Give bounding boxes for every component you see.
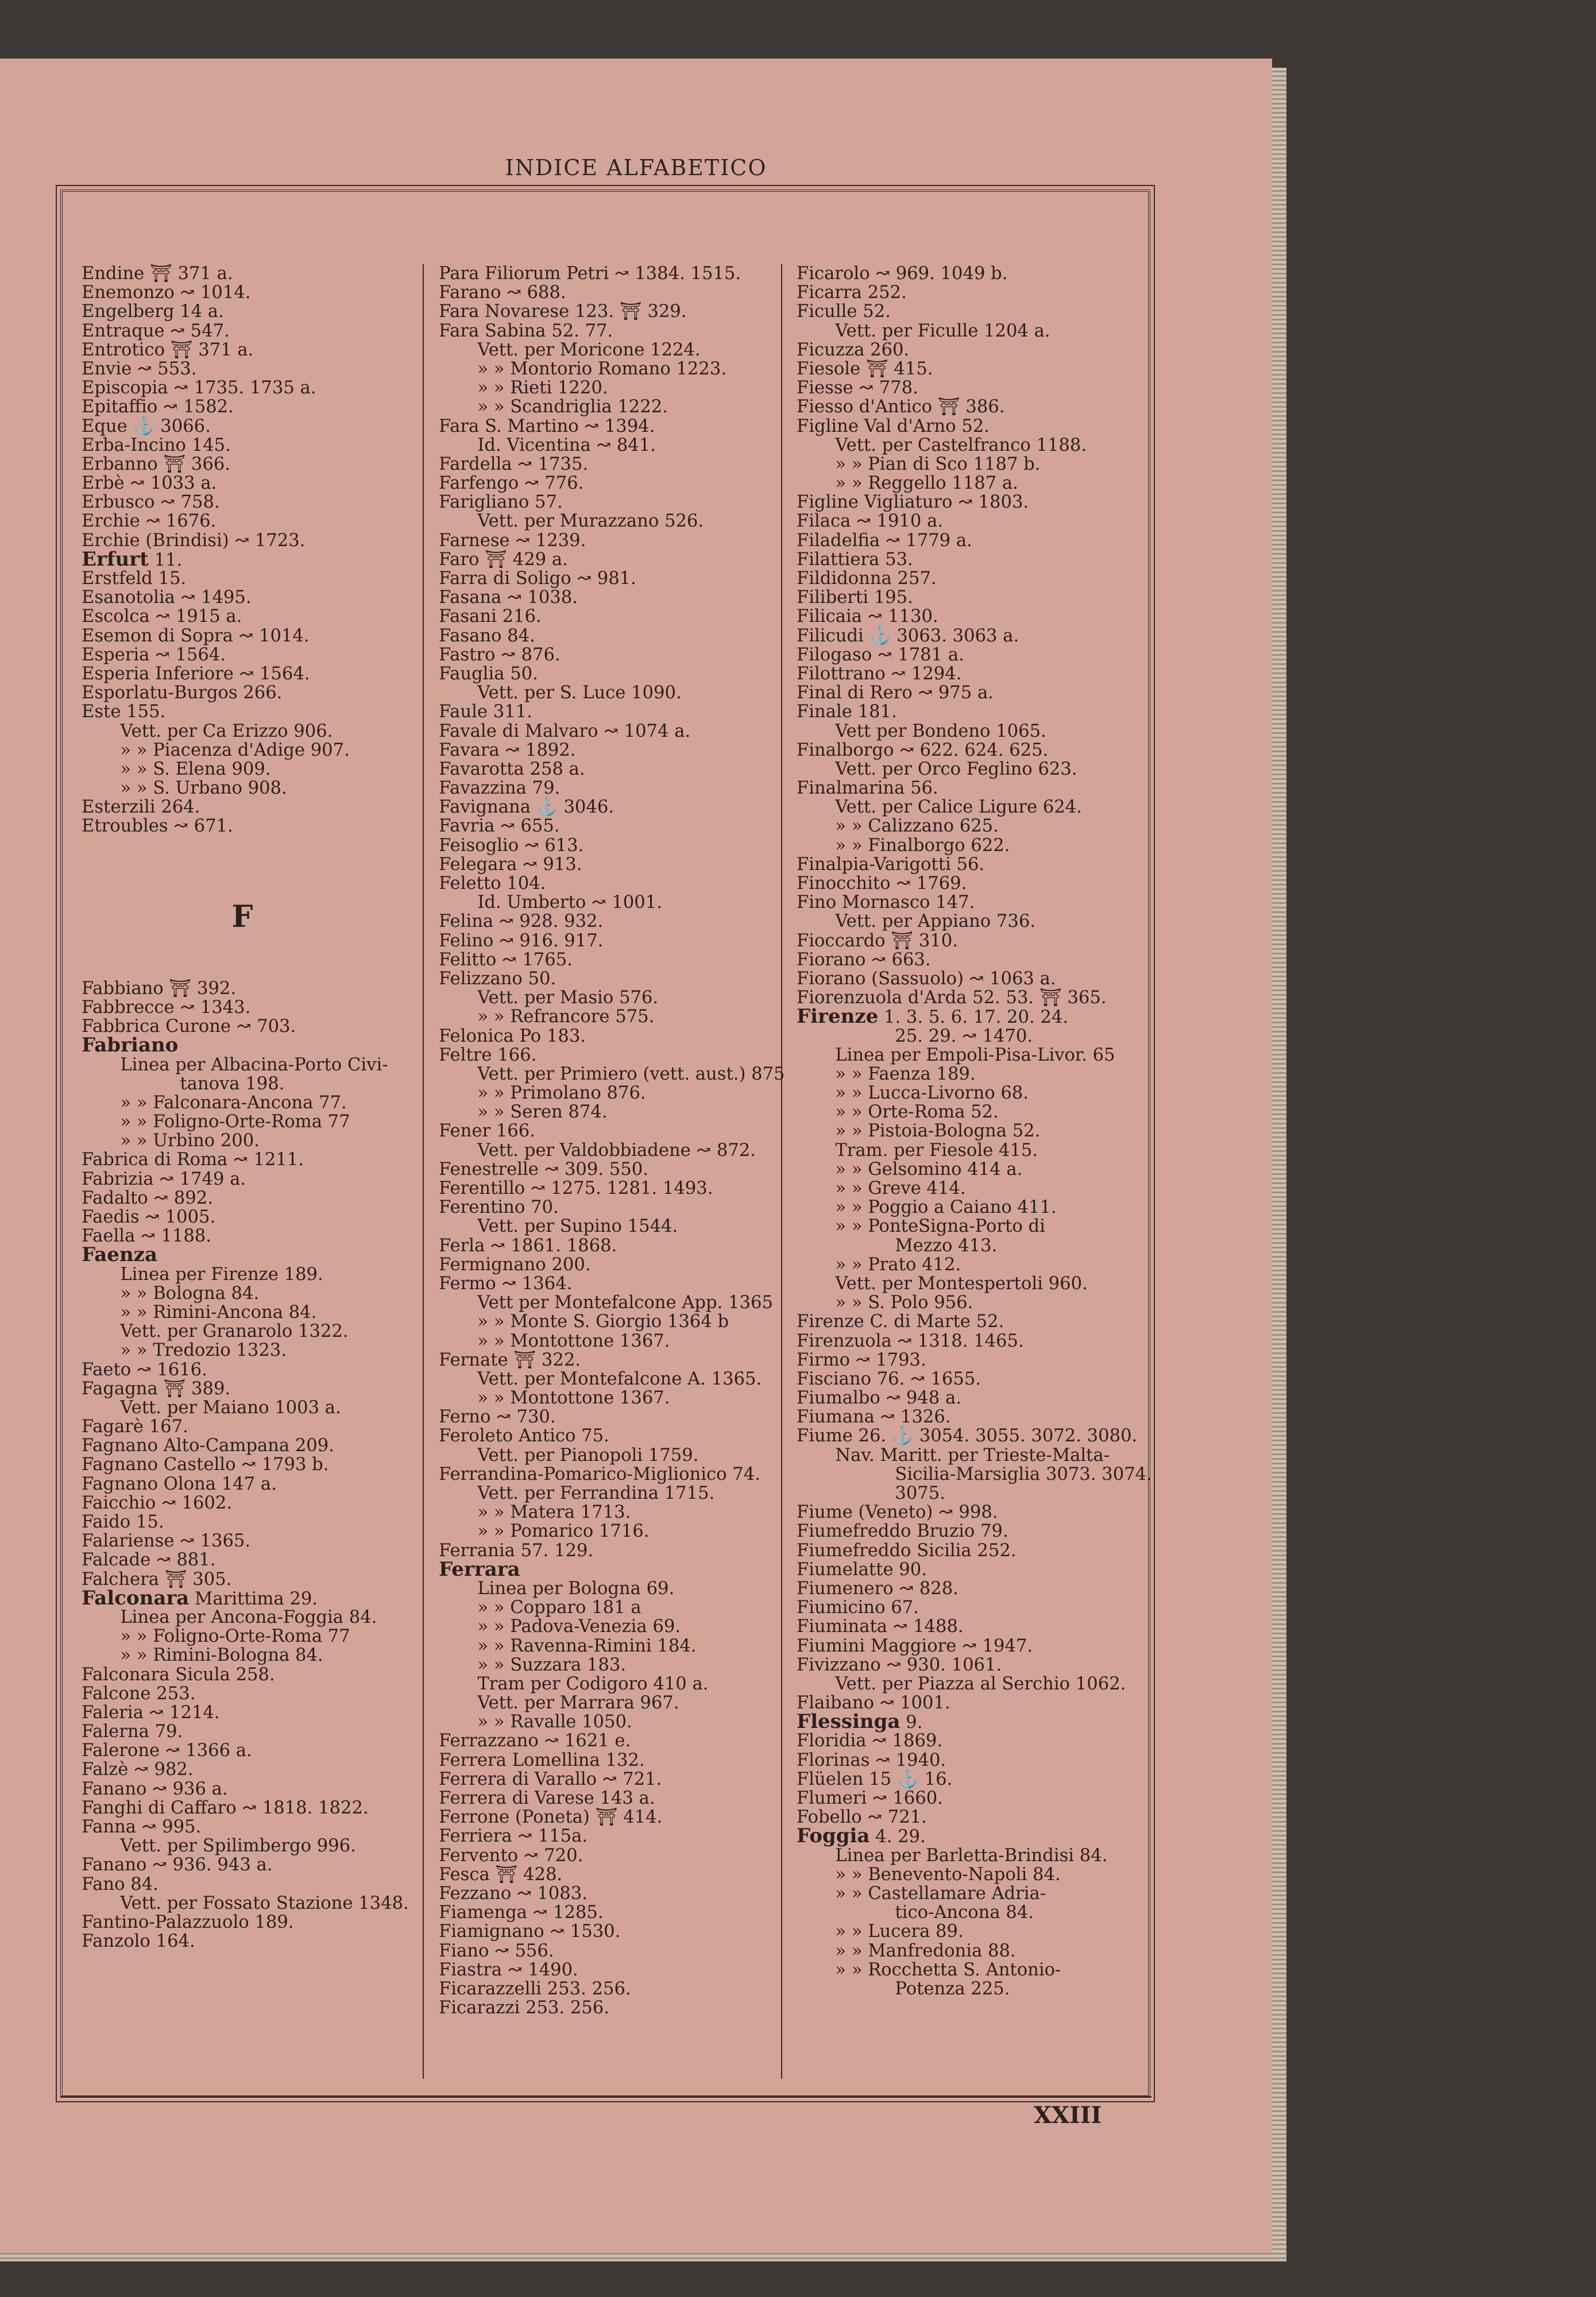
index-entry: Filicudi ⚓ 3063. 3063 a. <box>797 625 1019 646</box>
index-entry: » » Foligno-Orte-Roma 77 <box>120 1626 350 1647</box>
index-entry: Fiumelatte 90. <box>797 1559 927 1580</box>
index-entry: » » Padova-Venezia 69. <box>477 1617 681 1637</box>
index-entry: » » Prato 412. <box>835 1254 961 1275</box>
index-entry: Fino Mornasco 147. <box>797 892 975 913</box>
index-entry: Engelberg 14 a. <box>82 301 224 322</box>
index-entry: Ferentino 70. <box>439 1197 559 1218</box>
index-entry: Filicaia ↝ 1130. <box>797 606 938 627</box>
index-entry: » » Suzzara 183. <box>477 1654 627 1675</box>
index-entry: » » Montottone 1367. <box>477 1388 670 1409</box>
index-entry: Filiberti 195. <box>797 587 913 608</box>
index-entry: Vett. per Castelfranco 1188. <box>835 435 1087 455</box>
index-entry: Ficarolo ↝ 969. 1049 b. <box>797 264 1008 284</box>
index-entry: Fenestrelle ↝ 309. 550. <box>439 1159 648 1180</box>
index-entry: Ficarra 252. <box>797 283 907 303</box>
index-entry: Linea per Barletta-Brindisi 84. <box>835 1845 1108 1866</box>
index-entry: Fagarè 167. <box>82 1417 188 1437</box>
index-entry: » » Copparo 181 a <box>477 1598 642 1618</box>
index-entry: Vett. per Supino 1544. <box>477 1216 678 1237</box>
index-entry: Flaibano ↝ 1001. <box>797 1693 950 1714</box>
index-entry: Esperia Inferiore ↝ 1564. <box>82 663 310 684</box>
index-entry: Fesca ⛩ 428. <box>439 1864 563 1885</box>
index-entry: » » Benevento-Napoli 84. <box>835 1864 1061 1885</box>
index-entry: Envie ↝ 553. <box>82 358 197 379</box>
index-entry: Fiorano (Sassuolo) ↝ 1063 a. <box>797 968 1056 989</box>
index-entry: Fervento ↝ 720. <box>439 1845 583 1866</box>
index-entry: Mezzo 413. <box>895 1235 998 1256</box>
index-entry: Finale 181. <box>797 702 897 722</box>
index-entry: Vett. per Montefalcone A. 1365. <box>477 1368 762 1389</box>
index-entry: Felina ↝ 928. 932. <box>439 911 604 932</box>
index-entry: Fagagna ⛩ 389. <box>82 1378 231 1399</box>
index-entry: Vett. per Ca Erizzo 906. <box>120 721 333 741</box>
index-entry: Falchera ⛩ 305. <box>82 1569 232 1590</box>
index-entry: Fagnano Castello ↝ 1793 b. <box>82 1455 329 1475</box>
index-entry: » » Pian di Sco 1187 b. <box>835 454 1041 474</box>
index-entry: Fiastra ↝ 1490. <box>439 1959 578 1980</box>
index-column-3 <box>797 264 1152 1998</box>
index-entry: » » Refrancore 575. <box>477 1007 655 1027</box>
index-entry: » » Montottone 1367. <box>477 1331 670 1351</box>
index-entry: Vett. per Valdobbiadene ↝ 872. <box>477 1140 756 1161</box>
index-entry: » » Castellamare Adria- <box>835 1883 1046 1904</box>
index-entry: Fanzolo 164. <box>82 1931 195 1952</box>
index-entry: Flüelen 15 ⚓ 16. <box>797 1769 953 1789</box>
index-entry: Erstfeld 15. <box>82 569 187 589</box>
index-entry: Fiumefreddo Bruzio 79. <box>797 1521 1008 1542</box>
index-entry: » » Falconara-Ancona 77. <box>120 1092 347 1113</box>
index-entry: » » Reggello 1187 a. <box>835 473 1018 494</box>
index-entry: Farigliano 57. <box>439 492 563 513</box>
index-entry: Firenze 1. 3. 5. 6. 17. 20. 24. <box>797 1005 1069 1028</box>
index-entry: Vett. per Spilimbergo 996. <box>120 1836 356 1857</box>
index-column-2 <box>439 264 785 2017</box>
index-entry: Vett. per Marrara 967. <box>477 1693 679 1714</box>
index-entry: Fiesse ↝ 778. <box>797 378 918 399</box>
index-entry: Fabriano <box>82 1034 179 1057</box>
index-entry: Ficuzza 260. <box>797 339 910 360</box>
index-entry: » » Urbino 200. <box>120 1131 260 1151</box>
index-entry: Figline Val d'Arno 52. <box>797 416 990 436</box>
index-entry: Fagnano Olona 147 a. <box>82 1474 277 1494</box>
index-entry: Faella ↝ 1188. <box>82 1226 211 1247</box>
index-entry <box>82 836 409 855</box>
index-entry: Vett. per Primiero (vett. aust.) 875 <box>477 1064 785 1084</box>
index-entry: Erchie (Brindisi) ↝ 1723. <box>82 530 306 551</box>
index-entry: Felitto ↝ 1765. <box>439 949 573 970</box>
index-entry: Floridia ↝ 1869. <box>797 1731 943 1751</box>
index-entry: » » Piacenza d'Adige 907. <box>120 740 350 760</box>
index-entry: Faenza <box>82 1243 157 1267</box>
index-entry: Vett. per Moricone 1224. <box>477 339 701 360</box>
index-entry: Ficarazzi 253. 256. <box>439 1998 609 2018</box>
index-entry: Erfurt 11. <box>82 547 183 571</box>
index-entry: Ficarazzelli 253. 256. <box>439 1978 631 1999</box>
index-entry: Falerone ↝ 1366 a. <box>82 1741 252 1761</box>
index-entry: Faule 311. <box>439 702 532 722</box>
index-entry: Ferentillo ↝ 1275. 1281. 1493. <box>439 1178 713 1198</box>
index-entry: Ferla ↝ 1861. 1868. <box>439 1235 617 1256</box>
index-entry: Figline Vigliaturo ↝ 1803. <box>797 492 1029 513</box>
index-entry: Esporlatu-Burgos 266. <box>82 683 283 703</box>
index-entry: Falariense ↝ 1365. <box>82 1531 251 1552</box>
index-entry: Ferrera di Varese 143 a. <box>439 1788 655 1808</box>
index-entry: Vett. per Calice Ligure 624. <box>835 797 1082 818</box>
index-entry: » » Ravenna-Rimini 184. <box>477 1635 697 1656</box>
index-entry: Esemon di Sopra ↝ 1014. <box>82 625 310 646</box>
index-entry: Erbè ↝ 1033 a. <box>82 473 217 494</box>
index-entry: Fabrizia ↝ 1749 a. <box>82 1169 246 1189</box>
index-entry: Felizzano 50. <box>439 968 557 989</box>
index-entry: Finalpia-Varigotti 56. <box>797 854 985 875</box>
index-entry: Id. Umberto ↝ 1001. <box>477 892 662 913</box>
index-entry: Fasano 84. <box>439 625 535 646</box>
index-entry: Feletto 104. <box>439 873 546 894</box>
index-entry: » » Scandriglia 1222. <box>477 397 668 417</box>
index-entry: Fiamignano ↝ 1530. <box>439 1921 621 1942</box>
index-entry: Filottrano ↝ 1294. <box>797 663 962 684</box>
index-entry: Esperia ↝ 1564. <box>82 644 226 665</box>
index-entry: Vett. per S. Luce 1090. <box>477 683 682 703</box>
index-entry: » » Poggio a Caiano 411. <box>835 1197 1057 1218</box>
index-entry: » » Gelsomino 414 a. <box>835 1159 1023 1180</box>
index-entry: Fobello ↝ 721. <box>797 1807 927 1828</box>
index-entry: Vett. per Appiano 736. <box>835 911 1036 932</box>
index-entry: Vett. per Maiano 1003 a. <box>120 1397 341 1418</box>
index-entry: Fanghi di Caffaro ↝ 1818. 1822. <box>82 1797 369 1818</box>
index-entry: Fantino-Palazzuolo 189. <box>82 1912 294 1932</box>
index-entry: Faeto ↝ 1616. <box>82 1359 207 1380</box>
index-entry: Favria ↝ 655. <box>439 816 560 837</box>
section-letter: F <box>231 899 253 935</box>
index-entry: Faedis ↝ 1005. <box>82 1207 216 1228</box>
index-entry: Fiumenero ↝ 828. <box>797 1578 959 1599</box>
index-entry: Filattiera 53. <box>797 549 913 570</box>
index-entry: Feisoglio ↝ 613. <box>439 835 584 856</box>
index-entry: » » S. Elena 909. <box>120 759 271 779</box>
index-entry: Este 155. <box>82 702 166 722</box>
index-entry: Vett. per Pianopoli 1759. <box>477 1445 699 1465</box>
index-entry: Erbanno ⛩ 366. <box>82 454 231 474</box>
index-entry: Fiano ↝ 556. <box>439 1940 554 1961</box>
index-entry: » » Faenza 189. <box>835 1064 976 1084</box>
index-entry: » » Finalborgo 622. <box>835 835 1010 856</box>
index-entry: Sicilia-Marsiglia 3073. 3074. <box>895 1464 1152 1484</box>
index-entry: Falconara Sicula 258. <box>82 1664 275 1685</box>
index-entry: Fabbrecce ↝ 1343. <box>82 997 251 1018</box>
index-entry: Favale di Malvaro ↝ 1074 a. <box>439 721 691 741</box>
index-entry: Faido 15. <box>82 1512 164 1533</box>
index-entry: » » Rocchetta S. Antonio- <box>835 1959 1061 1980</box>
index-entry: Nav. Maritt. per Trieste-Malta- <box>835 1445 1110 1465</box>
index-entry: » » S. Polo 956. <box>835 1293 973 1313</box>
index-entry: Potenza 225. <box>895 1978 1010 1999</box>
index-entry: Esterzili 264. <box>82 797 200 818</box>
index-entry: Faleria ↝ 1214. <box>82 1702 220 1723</box>
index-entry: Fanano ↝ 936 a. <box>82 1778 228 1799</box>
index-entry: Fioccardo ⛩ 310. <box>797 930 958 951</box>
index-entry: Fernate ⛩ 322. <box>439 1349 581 1370</box>
index-entry <box>82 855 409 874</box>
index-entry: » » S. Urbano 908. <box>120 778 287 799</box>
index-entry: Fiorano ↝ 663. <box>797 949 931 970</box>
index-entry: Fiamenga ↝ 1285. <box>439 1902 604 1923</box>
index-entry: Erba-Incino 145. <box>82 435 231 455</box>
index-entry: Episcopia ↝ 1735. 1735 a. <box>82 378 316 399</box>
index-entry: Fasani 216. <box>439 606 542 627</box>
index-entry: Ferrone (Poneta) ⛩ 414. <box>439 1807 663 1828</box>
index-entry: Fener 166. <box>439 1121 535 1142</box>
index-entry: Felonica Po 183. <box>439 1026 586 1046</box>
index-entry: Linea per Empoli-Pisa-Livor. 65 <box>835 1045 1115 1065</box>
index-entry: Vett per Bondeno 1065. <box>835 721 1046 741</box>
index-entry: Fiumicino 67. <box>797 1598 919 1618</box>
index-entry: Vett. per Ficulle 1204 a. <box>835 320 1050 341</box>
index-entry: Fiumefreddo Sicilia 252. <box>797 1540 1017 1561</box>
column-divider <box>423 264 424 2079</box>
index-entry: Ferrera di Varallo ↝ 721. <box>439 1769 662 1789</box>
index-entry: » » Pomarico 1716. <box>477 1521 650 1542</box>
index-entry: » » Rimini-Ancona 84. <box>120 1302 317 1322</box>
index-entry: Fabbiano ⛩ 392. <box>82 978 237 999</box>
index-entry: Fermo ↝ 1364. <box>439 1273 573 1294</box>
index-entry: Finocchito ↝ 1769. <box>797 873 967 894</box>
index-entry: Id. Vicentina ↝ 841. <box>477 435 656 455</box>
index-entry: Filogaso ↝ 1781 a. <box>797 644 964 665</box>
index-entry: Linea per Bologna 69. <box>477 1578 675 1599</box>
index-entry: » » Pistoia-Bologna 52. <box>835 1121 1041 1142</box>
index-entry: Feroleto Antico 75. <box>439 1426 609 1447</box>
index-entry: Fadalto ↝ 892. <box>82 1188 213 1208</box>
index-entry: Fastro ↝ 876. <box>439 644 561 665</box>
index-entry: Fauglia 50. <box>439 663 538 684</box>
index-entry: Firenzuola ↝ 1318. 1465. <box>797 1331 1024 1351</box>
index-entry: Fara S. Martino ↝ 1394. <box>439 416 655 436</box>
index-entry: Vett. per Piazza al Serchio 1062. <box>835 1673 1126 1694</box>
index-entry: Linea per Firenze 189. <box>120 1264 323 1285</box>
index-entry <box>82 960 409 979</box>
index-entry <box>82 874 409 893</box>
bottom-rule <box>60 2096 1151 2098</box>
index-entry: Fabbrica Curone ↝ 703. <box>82 1016 296 1037</box>
index-entry: Feltre 166. <box>439 1045 537 1065</box>
index-entry: » » Calizzano 625. <box>835 816 999 837</box>
index-entry: Ferrara <box>439 1557 520 1581</box>
index-entry: Fiuminata ↝ 1488. <box>797 1617 964 1637</box>
index-entry: 25. 29. ↝ 1470. <box>895 1026 1033 1046</box>
index-entry: Favara ↝ 1892. <box>439 740 576 760</box>
index-entry: Faicchio ↝ 1602. <box>82 1492 233 1513</box>
index-entry: Fiumalbo ↝ 948 a. <box>797 1388 961 1409</box>
index-entry: Farano ↝ 688. <box>439 283 566 303</box>
index-entry: » » Montorio Romano 1223. <box>477 358 727 379</box>
index-entry: Flessinga 9. <box>797 1710 923 1734</box>
index-entry: Entrotico ⛩ 371 a. <box>82 339 254 360</box>
index-entry: Fabrica di Roma ↝ 1211. <box>82 1150 304 1170</box>
index-entry: Farra di Soligo ↝ 981. <box>439 569 636 589</box>
index-entry: Fagnano Alto-Campana 209. <box>82 1436 334 1456</box>
index-entry: Erbusco ↝ 758. <box>82 492 220 513</box>
index-entry <box>82 941 409 960</box>
index-entry: » » Tredozio 1323. <box>120 1340 287 1361</box>
index-entry: Falconara Marittima 29. <box>82 1586 318 1610</box>
index-entry: Final di Rero ↝ 975 a. <box>797 683 994 703</box>
index-entry: Ferrera Lomellina 132. <box>439 1750 645 1770</box>
index-entry: Falcade ↝ 881. <box>82 1550 216 1571</box>
index-entry: Fiumini Maggiore ↝ 1947. <box>797 1635 1033 1656</box>
index-entry: Vett. per Masio 576. <box>477 988 659 1008</box>
index-entry: Farnese ↝ 1239. <box>439 530 586 551</box>
index-entry: Vett. per Fossato Stazione 1348. <box>120 1893 409 1913</box>
index-entry: Linea per Albacina-Porto Civi- <box>120 1054 388 1075</box>
index-entry: Florinas ↝ 1940. <box>797 1750 946 1770</box>
index-entry: » » Manfredonia 88. <box>835 1940 1016 1961</box>
index-entry: Epitaffio ↝ 1582. <box>82 397 234 417</box>
index-entry: Filaca ↝ 1910 a. <box>797 511 944 532</box>
index-entry: Faro ⛩ 429 a. <box>439 549 568 570</box>
index-entry: Fara Novarese 123. ⛩ 329. <box>439 301 687 322</box>
index-entry: » » Foligno-Orte-Roma 77 <box>120 1112 350 1132</box>
index-entry: Escolca ↝ 1915 a. <box>82 606 242 627</box>
index-entry: Ferrazzano ↝ 1621 e. <box>439 1731 631 1751</box>
index-entry: Felino ↝ 916. 917. <box>439 930 604 951</box>
index-entry: Entraque ↝ 547. <box>82 320 230 341</box>
index-entry: Fasana ↝ 1038. <box>439 587 578 608</box>
index-entry: Farfengo ↝ 776. <box>439 473 584 494</box>
index-entry: Fiesole ⛩ 415. <box>797 358 933 379</box>
index-entry: Falzè ↝ 982. <box>82 1760 194 1780</box>
index-entry: Fezzano ↝ 1083. <box>439 1883 588 1904</box>
index-entry: Filadelfia ↝ 1779 a. <box>797 530 972 551</box>
index-entry: Linea per Ancona-Foggia 84. <box>120 1607 377 1627</box>
index-entry: Flumeri ↝ 1660. <box>797 1788 943 1808</box>
index-entry: Eque ⚓ 3066. <box>82 416 211 436</box>
index-column-1 <box>82 264 409 1951</box>
index-entry: tico-Ancona 84. <box>895 1902 1034 1923</box>
index-entry: Firmo ↝ 1793. <box>797 1349 926 1370</box>
index-entry: Favazzina 79. <box>439 778 561 799</box>
index-entry: Finalborgo ↝ 622. 624. 625. <box>797 740 1049 760</box>
index-entry: Fildidonna 257. <box>797 569 937 589</box>
index-entry: Vett. per Orco Feglino 623. <box>835 759 1077 779</box>
page-title: INDICE ALFABETICO <box>505 155 767 180</box>
index-entry: » » Greve 414. <box>835 1178 966 1198</box>
index-entry: Erchie ↝ 1676. <box>82 511 217 532</box>
index-entry: Fano 84. <box>82 1874 159 1894</box>
index-entry: Ferriera ↝ 115a. <box>439 1826 588 1847</box>
index-entry: Vett per Montefalcone App. 1365 <box>477 1293 773 1313</box>
index-entry: Vett. per Montespertoli 960. <box>835 1273 1088 1294</box>
index-entry: Ficulle 52. <box>797 301 891 322</box>
index-entry: » » Matera 1713. <box>477 1502 631 1523</box>
index-entry: Felegara ↝ 913. <box>439 854 582 875</box>
index-entry: Fiumana ↝ 1326. <box>797 1407 951 1428</box>
index-entry: Tram per Codigoro 410 a. <box>477 1673 709 1694</box>
index-entry: » » Orte-Roma 52. <box>835 1102 999 1123</box>
index-entry: Ferrania 57. 129. <box>439 1540 594 1561</box>
index-entry: Falerna 79. <box>82 1722 183 1742</box>
index-entry: Fiume (Veneto) ↝ 998. <box>797 1502 998 1523</box>
page-number: XXIII <box>1034 2102 1102 2129</box>
index-entry: » » Seren 874. <box>477 1102 608 1123</box>
index-entry: Fara Sabina 52. 77. <box>439 320 613 341</box>
index-entry: Fanano ↝ 936. 943 a. <box>82 1855 273 1876</box>
index-entry: » » Lucera 89. <box>835 1921 964 1942</box>
index-entry: » » PonteSigna-Porto di <box>835 1216 1045 1237</box>
index-entry: Favarotta 258 a. <box>439 759 585 779</box>
index-entry: Fiesso d'Antico ⛩ 386. <box>797 397 1005 417</box>
index-entry: » » Rieti 1220. <box>477 378 608 399</box>
index-entry: Endine ⛩ 371 a. <box>82 264 233 284</box>
index-entry: Fermignano 200. <box>439 1254 591 1275</box>
index-entry: Fivizzano ↝ 930. 1061. <box>797 1654 1002 1675</box>
index-entry: Vett. per Ferrandina 1715. <box>477 1483 715 1503</box>
index-entry: Finalmarina 56. <box>797 778 938 799</box>
index-entry: Ferno ↝ 730. <box>439 1407 556 1428</box>
index-entry: Fiume 26. ⚓ 3054. 3055. 3072. 3080. <box>797 1426 1138 1447</box>
index-entry: » » Monte S. Giorgio 1364 b <box>477 1312 729 1332</box>
index-entry: Etroubles ↝ 671. <box>82 816 233 837</box>
index-entry: Favignana ⚓ 3046. <box>439 797 615 818</box>
index-entry: 3075. <box>895 1483 945 1503</box>
index-entry: » » Bologna 84. <box>120 1283 260 1304</box>
index-entry: Foggia 4. 29. <box>797 1824 926 1848</box>
index-entry: » » Rimini-Bologna 84. <box>120 1645 323 1666</box>
index-entry: Esanotolia ↝ 1495. <box>82 587 252 608</box>
index-entry: Vett. per Granarolo 1322. <box>120 1321 349 1342</box>
index-entry: Firenze C. di Marte 52. <box>797 1312 1004 1332</box>
index-entry: Fiorenzuola d'Arda 52. 53. ⛩ 365. <box>797 988 1107 1008</box>
index-entry: Enemonzo ↝ 1014. <box>82 283 251 303</box>
index-entry: tanova 198. <box>180 1073 285 1094</box>
index-entry: Para Filiorum Petri ↝ 1384. 1515. <box>439 264 741 284</box>
index-entry: » » Ravalle 1050. <box>477 1712 632 1733</box>
index-entry: » » Lucca-Livorno 68. <box>835 1083 1029 1104</box>
index-entry: Fisciano 76. ↝ 1655. <box>797 1368 981 1389</box>
index-entry: Ferrandina-Pomarico-Miglionico 74. <box>439 1464 760 1484</box>
index-entry: Fanna ↝ 995. <box>82 1817 202 1838</box>
index-entry: Vett. per Murazzano 526. <box>477 511 704 532</box>
index-entry: » » Primolano 876. <box>477 1083 646 1104</box>
index-entry: Tram. per Fiesole 415. <box>835 1140 1038 1161</box>
index-entry: Fardella ↝ 1735. <box>439 454 589 474</box>
index-entry: Falcone 253. <box>82 1683 196 1704</box>
